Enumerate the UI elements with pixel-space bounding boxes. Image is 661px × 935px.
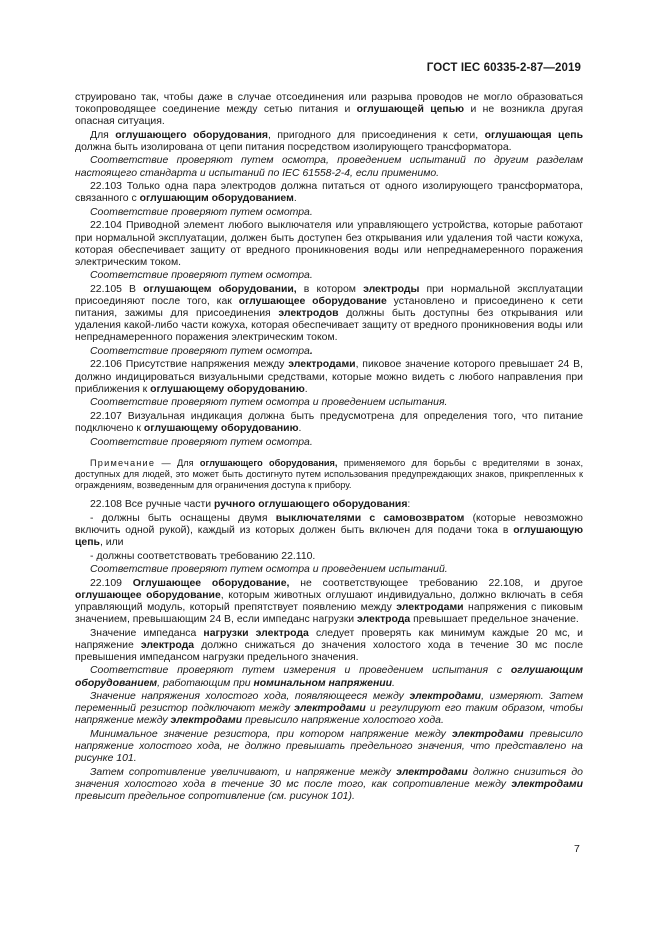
paragraph: - должны соответствовать требованию 22.110. [90, 550, 316, 562]
paragraph: 22.107 Визуальная индикация должна быть предусмотрена для определения того, что питание подключено к оглушающему оборудованию. [75, 410, 583, 434]
paragraph: 22.104 Приводной элемент любого выключателя или управляющего устройства, которые работают при нормальной эксплуатации, должен быть доступен без открывания или удаления той части кожуха, которая обеспечивает защиту от вредного проникновения воды или непреднамеренного поражения электрическим током. [75, 220, 583, 268]
paragraph: Соответствие проверяют путем осмотра и проведением испытаний. [90, 564, 448, 576]
paragraph: Для оглушающего оборудования, пригодного для присоединения к сети, оглушающая цепь должна быть изолирована от цепи питания посредством изолирующего трансформатора. [75, 129, 584, 153]
paragraph: струировано так, чтобы даже в случае отсоединения или разрыва проводов не могло образоваться токопроводящее соединение между сетью питания и оглушающей цепью и не возникла другая опасная ситуация. [75, 92, 584, 128]
paragraph: Минимальное значение резистора, при котором напряжение между электродами превысило напряжение холостого хода, не должно превышать предельного значения, что представлено на рисунке 101. [75, 728, 583, 765]
paragraph: Соответствие проверяют путем осмотра и проведением испытания. [90, 397, 448, 409]
paragraph: Значение напряжения холостого хода, появляющееся между электродами, измеряют. Затем переменный резистор подключают между электродами и регулируют его таким образом, чтобы напряжение между электродами превысило напряжение холостого хода. [75, 691, 583, 727]
document-body [75, 92, 583, 804]
paragraph: - должны быть оснащены двумя выключателями с самовозвратом (которые невозможно включить одной рукой), каждый из которых должен быть включен для подачи тока в оглушающую цепь, или [75, 512, 583, 549]
page-number: 7 [574, 843, 580, 855]
paragraph: 22.106 Присутствие напряжения между электродами, пиковое значение которого превышает 24 В, должно индицироваться визуальными средствами, которые можно видеть с любого направления при приближения к оглушающему оборудованию. [75, 359, 583, 395]
paragraph: Соответствие проверяют путем измерения и проведением испытания с оглушающим оборудованием, работающим при номинальном напряжении. [75, 665, 583, 689]
paragraph: 22.103 Только одна пара электродов должна питаться от одного изолирующего трансформатора, связанного с оглушающим оборудованием. [75, 181, 583, 205]
paragraph: Значение импеданса нагрузки электрода следует проверять как минимум каждые 20 мс, и напряжение электрода должно снижаться до значения холостого хода в течение 30 мс после превышения импедансом нагрузки предельного значения. [75, 627, 583, 663]
paragraph: 22.109 Оглушающее оборудование, не соответствующее требованию 22.108, и другое оглушающее оборудование, которым животных оглушают индивидуально, должно включать в себя управляющий модуль, который препятствует появлению между электродами напряжения с пиковым значением, превышающим 24 В, если импеданс нагрузки электрода превышает предельное значение. [75, 577, 583, 626]
paragraph: Соответствие проверяют путем осмотра. [90, 345, 313, 357]
paragraph: Соответствие проверяют путем осмотра. [90, 206, 313, 218]
paragraph: 22.105 В оглушающем оборудовании, в котором электроды при нормальной эксплуатации присоединяют после того, как оглушающее оборудование установлено и присоединено к сети питания, зажимы для присоединения электродов должны быть доступны без открывания или удаления какой-либо части кожуха, которая обеспечивает защиту от вредного проникновения воды или непреднамеренного поражения электрическим током. [75, 283, 583, 344]
paragraph: 22.108 Все ручные части ручного оглушающего оборудования: [90, 499, 411, 511]
paragraph: Затем сопротивление увеличивают, и напряжение между электродами должно снизиться до значения холостого хода в течение 30 мс после того, как сопротивление между электродами превысит предельное сопротивление (см. рисунок 101). [75, 766, 583, 802]
paragraph: Соответствие проверяют путем осмотра. [90, 436, 313, 448]
paragraph: Соответствие проверяют путем осмотра. [90, 270, 313, 282]
paragraph: Примечание — Для оглушающего оборудования, применяемого для борьбы с вредителями в зонах, доступных для людей, это может быть достигнуто путем использования предупреждающих знаков, прикрепленных к ограждениям, возведенным для ограничения доступа к прибору. [75, 457, 584, 491]
standard-header: ГОСТ IEC 60335-2-87—2019 [426, 62, 581, 74]
paragraph: Соответствие проверяют путем осмотра, проведением испытаний по другим разделам настоящего стандарта и испытаний по IEC 61558-2-4, если применимо. [75, 155, 583, 179]
